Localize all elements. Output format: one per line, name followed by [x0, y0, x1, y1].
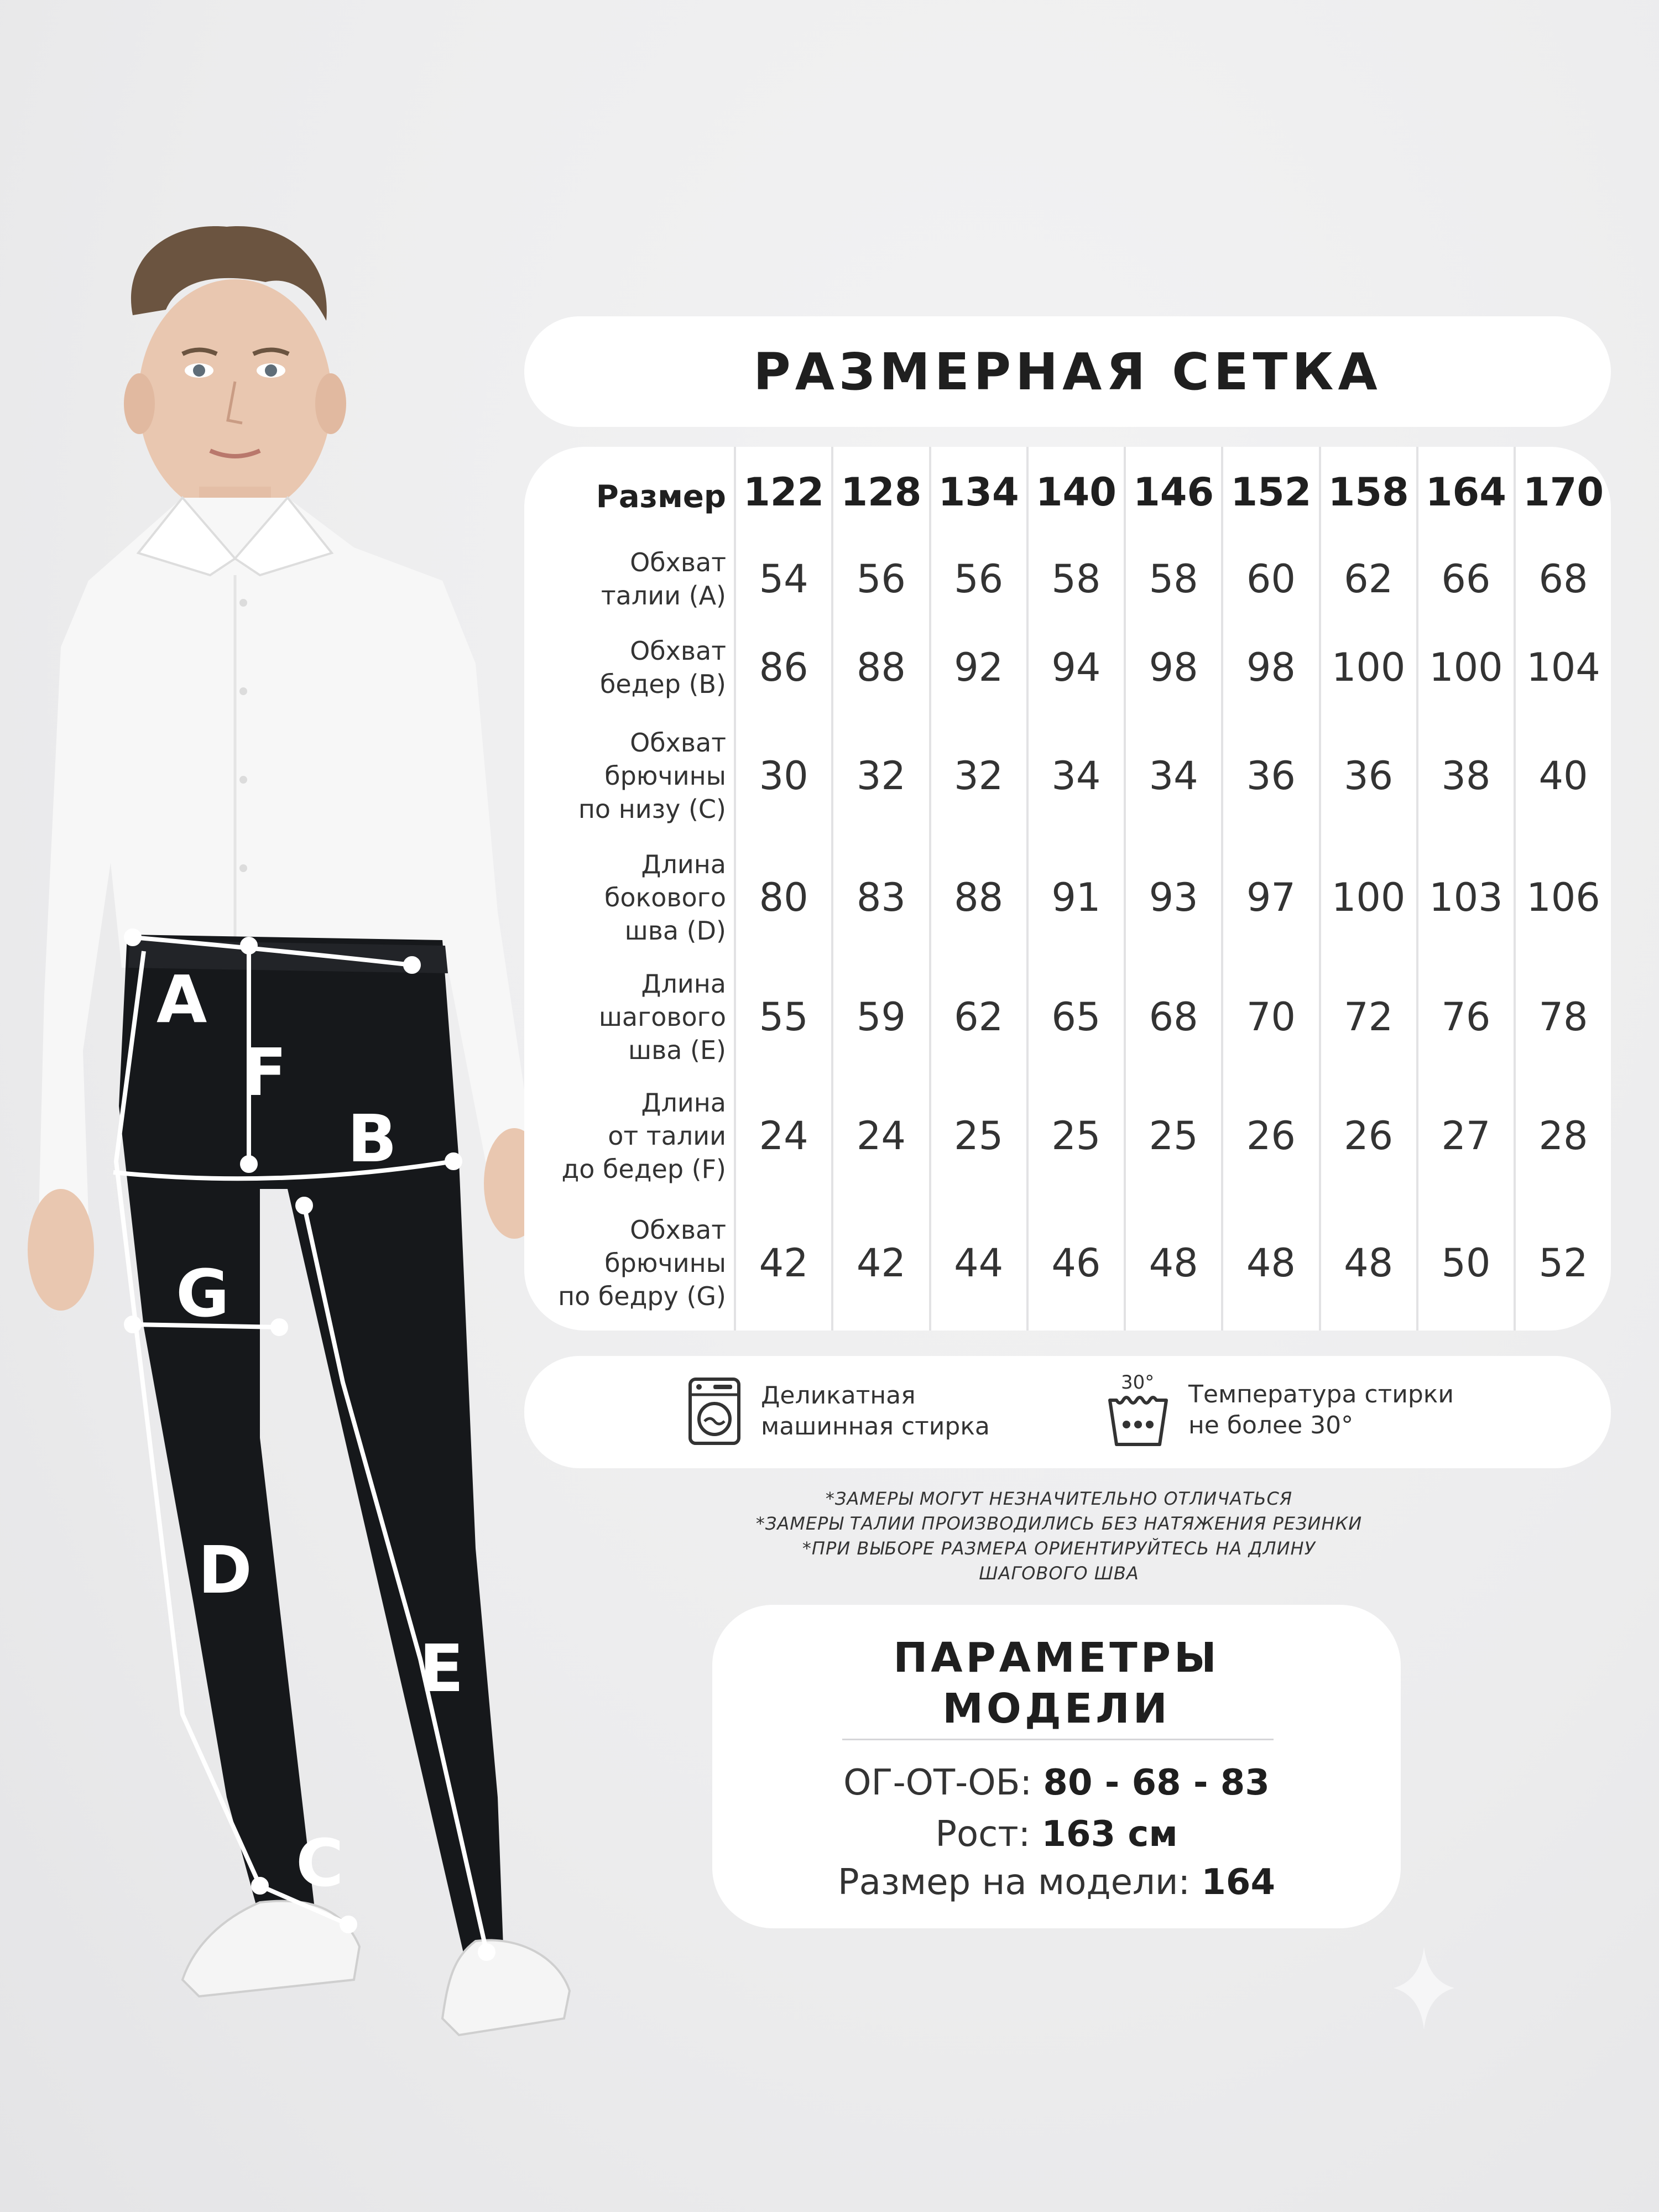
row-label: Длина от талии до бедер (F)	[561, 1088, 726, 1184]
table-cell: 91	[1051, 875, 1101, 920]
table-cell: 58	[1051, 556, 1101, 602]
note-line: *ПРИ ВЫБОРЕ РАЗМЕРА ОРИЕНТИРУЙТЕСЬ НА ДЛИНУ	[802, 1538, 1316, 1559]
washing-machine-icon	[688, 1377, 741, 1446]
table-row	[524, 714, 1611, 837]
letter-f: F	[242, 1034, 287, 1110]
table-cell: 62	[954, 994, 1004, 1040]
table-cell: 46	[1051, 1240, 1101, 1286]
size-header: 134	[938, 469, 1019, 515]
table-cell: 88	[856, 645, 906, 690]
sparkle-icon	[1394, 1947, 1454, 2030]
table-cell: 32	[954, 753, 1004, 799]
table-cell: 50	[1441, 1240, 1491, 1286]
table-cell: 62	[1344, 556, 1394, 602]
table-row	[524, 1076, 1611, 1196]
table-cell: 25	[1149, 1113, 1198, 1159]
table-cell: 100	[1331, 645, 1406, 690]
model-measurements	[712, 1762, 1401, 1803]
table-row	[524, 1196, 1611, 1331]
wash-temperature-icon	[1108, 1371, 1168, 1449]
size-table	[524, 447, 1611, 1331]
table-row	[524, 620, 1611, 714]
table-cell: 44	[954, 1240, 1004, 1286]
temperature-badge: 30°	[1121, 1371, 1155, 1394]
table-cell: 100	[1331, 875, 1406, 920]
note-line: *ЗАМЕРЫ МОГУТ НЕЗНАЧИТЕЛЬНО ОТЛИЧАТЬСЯ	[825, 1488, 1293, 1509]
table-cell: 30	[759, 753, 808, 799]
table-cell: 94	[1051, 645, 1101, 690]
table-cell: 34	[1149, 753, 1198, 799]
model-size	[712, 1862, 1401, 1903]
size-header-label: Размер	[596, 478, 726, 515]
table-cell: 83	[856, 875, 906, 920]
table-cell: 48	[1344, 1240, 1394, 1286]
table-cell: 59	[856, 994, 906, 1040]
table-cell: 27	[1441, 1113, 1491, 1159]
title-panel	[524, 316, 1611, 427]
table-cell: 56	[954, 556, 1004, 602]
table-cell: 98	[1246, 645, 1296, 690]
note-line: *ЗАМЕРЫ ТАЛИИ ПРОИЗВОДИЛИСЬ БЕЗ НАТЯЖЕНИЯ РЕЗИНКИ	[755, 1513, 1363, 1534]
table-cell: 60	[1246, 556, 1296, 602]
care-wash-text: Деликатная машинная стирка	[761, 1381, 990, 1441]
table-cell: 106	[1526, 875, 1600, 920]
row-label: Длина бокового шва (D)	[604, 849, 726, 946]
table-cell: 26	[1246, 1113, 1296, 1159]
size-header: 146	[1133, 469, 1214, 515]
model-height	[712, 1814, 1401, 1855]
letter-e: E	[419, 1630, 464, 1707]
table-cell: 25	[954, 1113, 1004, 1159]
table-cell: 26	[1344, 1113, 1394, 1159]
table-cell: 104	[1526, 645, 1600, 690]
size-header: 158	[1328, 469, 1409, 515]
size-value: 164	[1201, 1862, 1275, 1903]
size-header: 164	[1425, 469, 1506, 515]
letter-d: D	[198, 1532, 252, 1608]
table-cell: 48	[1149, 1240, 1198, 1286]
letter-b: B	[347, 1100, 397, 1177]
table-cell: 88	[954, 875, 1004, 920]
table-cell: 86	[759, 645, 808, 690]
letter-g: G	[176, 1255, 229, 1332]
care-panel	[524, 1356, 1611, 1468]
table-cell: 78	[1538, 994, 1588, 1040]
table-cell: 55	[759, 994, 808, 1040]
row-label: Обхват брючины по низу (C)	[578, 728, 726, 824]
table-cell: 56	[856, 556, 906, 602]
model-illustration	[0, 0, 581, 2212]
table-cell: 103	[1429, 875, 1503, 920]
size-header: 122	[743, 469, 825, 515]
table-cell: 76	[1441, 994, 1491, 1040]
table-cell: 28	[1538, 1113, 1588, 1159]
notes	[664, 1486, 1454, 1586]
table-cell: 54	[759, 556, 808, 602]
row-label: Обхват брючины по бедру (G)	[558, 1215, 726, 1311]
table-cell: 36	[1344, 753, 1394, 799]
table-cell: 40	[1538, 753, 1588, 799]
size-header: 170	[1522, 469, 1604, 515]
table-row	[524, 837, 1611, 958]
table-cell: 68	[1538, 556, 1588, 602]
size-header: 152	[1230, 469, 1312, 515]
table-header-row	[524, 447, 1611, 538]
note-line: ШАГОВОГО ШВА	[979, 1563, 1139, 1584]
height-value: 163 см	[1041, 1814, 1178, 1855]
table-row	[524, 958, 1611, 1076]
size-header: 140	[1035, 469, 1117, 515]
page-title: РАЗМЕРНАЯ СЕТКА	[753, 342, 1382, 401]
table-cell: 70	[1246, 994, 1296, 1040]
letter-c: C	[296, 1825, 344, 1901]
table-cell: 24	[856, 1113, 906, 1159]
care-wash	[688, 1377, 990, 1446]
row-label: Обхват талии (A)	[601, 547, 726, 611]
letter-a: A	[156, 961, 207, 1037]
table-cell: 48	[1246, 1240, 1296, 1286]
size-label: Размер на модели:	[838, 1862, 1202, 1903]
table-cell: 92	[954, 645, 1004, 690]
table-row	[524, 538, 1611, 620]
table-cell: 80	[759, 875, 808, 920]
table-cell: 36	[1246, 753, 1296, 799]
row-label: Длина шагового шва (E)	[598, 969, 726, 1065]
table-cell: 68	[1149, 994, 1198, 1040]
measurements-value: 80 - 68 - 83	[1043, 1762, 1270, 1803]
model-params-panel	[712, 1605, 1401, 1928]
table-cell: 34	[1051, 753, 1101, 799]
table-cell: 66	[1441, 556, 1491, 602]
table-cell: 52	[1538, 1240, 1588, 1286]
table-cell: 24	[759, 1113, 808, 1159]
size-header: 128	[841, 469, 922, 515]
table-cell: 25	[1051, 1113, 1101, 1159]
measurements-label: ОГ-ОТ-ОБ:	[843, 1762, 1044, 1803]
table-cell: 32	[856, 753, 906, 799]
divider	[842, 1739, 1274, 1740]
care-temperature	[1108, 1371, 1454, 1449]
table-cell: 72	[1344, 994, 1394, 1040]
care-temperature-text: Температура стирки не более 30°	[1188, 1380, 1454, 1439]
model-params-title: ПАРАМЕТРЫ МОДЕЛИ	[893, 1634, 1220, 1733]
size-table-panel	[524, 447, 1611, 1331]
table-cell: 98	[1149, 645, 1198, 690]
table-cell: 100	[1429, 645, 1503, 690]
table-cell: 93	[1149, 875, 1198, 920]
table-cell: 65	[1051, 994, 1101, 1040]
table-cell: 42	[759, 1240, 808, 1286]
height-label: Рост:	[935, 1814, 1042, 1855]
model-photo	[0, 0, 581, 2212]
table-cell: 97	[1246, 875, 1296, 920]
table-cell: 58	[1149, 556, 1198, 602]
table-cell: 42	[856, 1240, 906, 1286]
row-label: Обхват бедер (B)	[599, 636, 726, 699]
table-cell: 38	[1441, 753, 1491, 799]
